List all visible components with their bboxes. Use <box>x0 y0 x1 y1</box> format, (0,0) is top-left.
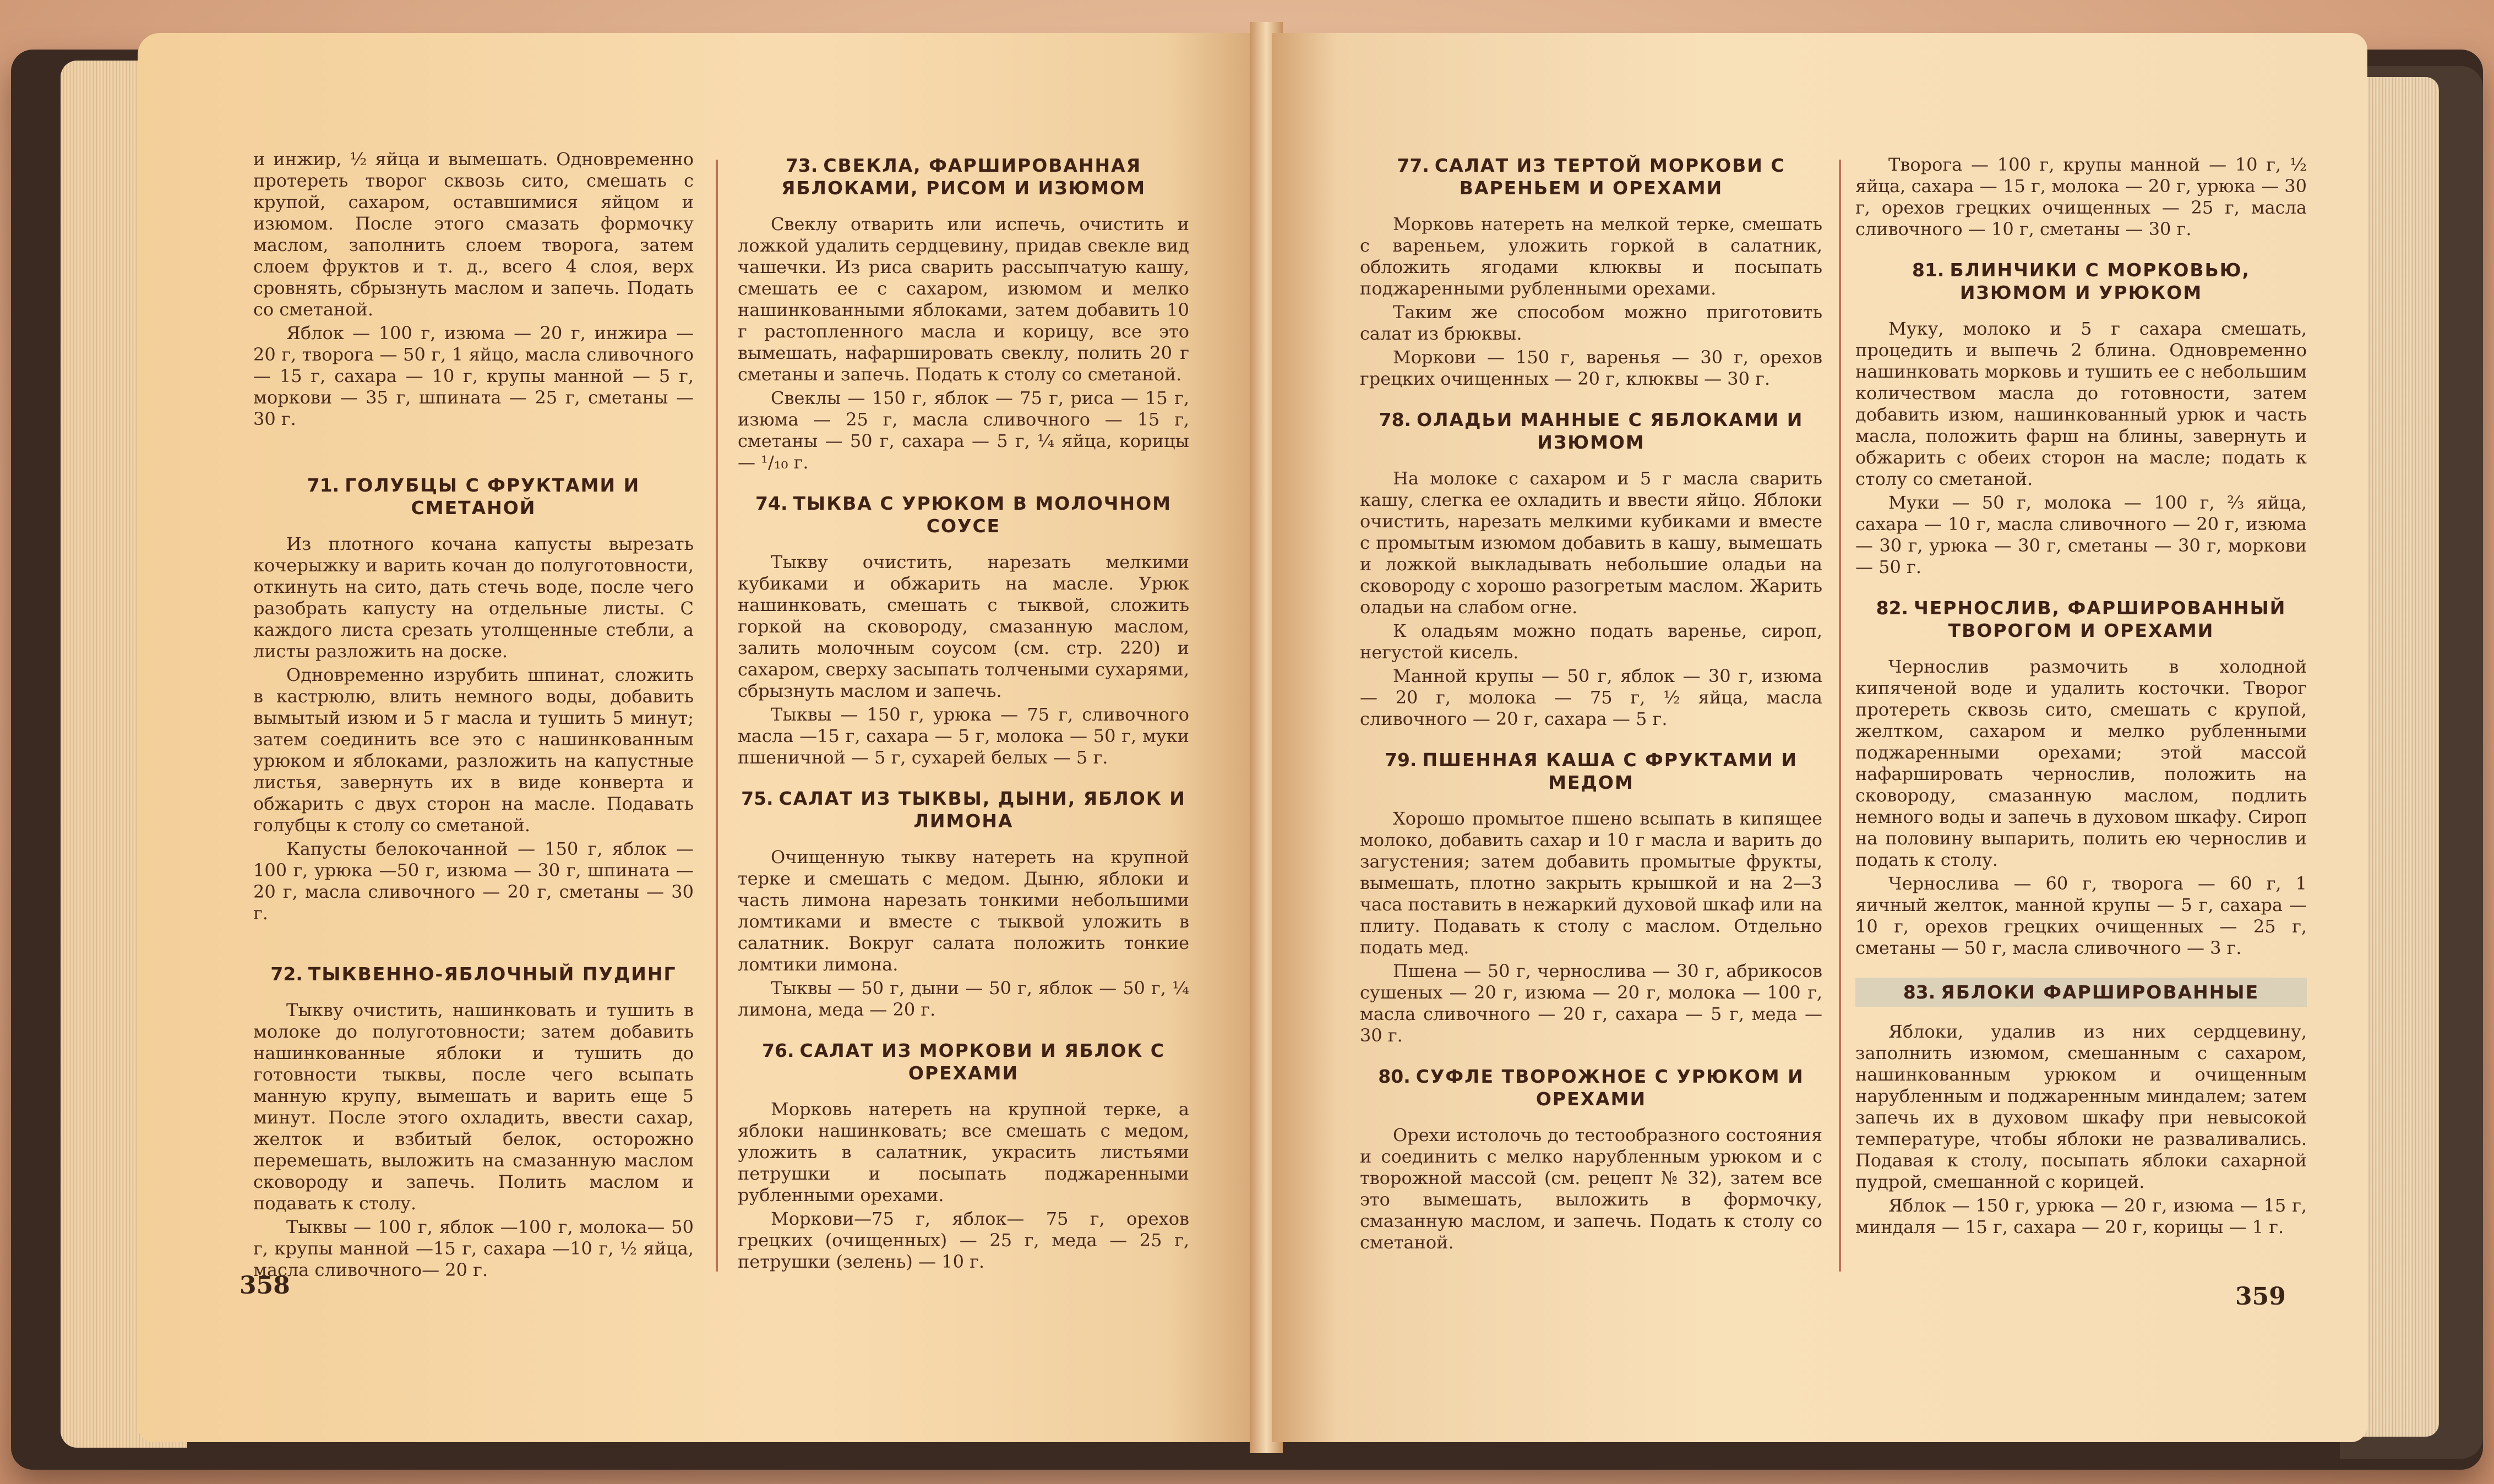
recipe-title-73 <box>738 154 1189 199</box>
paragraph: Орехи истолочь до тестообразного состояния и соединить с мелко нарубленным урюком и с творожной массой (см. рецепт № 32), затем все это вымешать, выложить в формочку, смазанную маслом, и запечь. Подать к столу со сметаной. <box>1360 1125 1822 1253</box>
paragraph: Яблоки, удалив из них сердцевину, заполнить изюмом, смешанным с сахаром, нашинкованным урюком и очищенным нарубленным и поджаренным миндалем; затем запечь их в духовом шкафу при невысокой температуре, чтобы яблоки не разваливались. Подавая к столу, посыпать яблоки сахарной пудрой, смешанной с корицей. <box>1855 1021 2307 1192</box>
recipe-heading: СУФЛЕ ТВОРОЖНОЕ С УРЮКОМ И ОРЕХАМИ <box>1415 1066 1804 1110</box>
ingredients: Творога — 100 г, крупы манной — 10 г, ½ яйца, сахара — 15 г, молока — 20 г, урюка — 30 г, орехов грецких очищенных — 25 г, масла сливочного — 10 г, сметаны — 30 г. <box>1855 154 2307 239</box>
recipe-title-78 <box>1360 408 1822 454</box>
left-page-column-1 <box>253 149 694 1294</box>
recipe-number: 74. <box>755 493 788 514</box>
recipe-heading: ТЫКВЕННО-ЯБЛОЧНЫЙ ПУДИНГ <box>308 963 677 985</box>
page-number-right: 359 <box>2235 1283 2286 1311</box>
recipe-number: 75. <box>741 788 774 809</box>
recipe-number: 82. <box>1876 597 1909 619</box>
page-number-left: 358 <box>239 1272 290 1300</box>
recipe-heading: ОЛАДЬИ МАННЫЕ С ЯБЛОКАМИ И ИЗЮМОМ <box>1417 409 1804 453</box>
recipe-title-72 <box>253 963 694 985</box>
paragraph: Таким же способом можно приготовить салат из брюквы. <box>1360 302 1822 344</box>
paragraph: На молоке с сахаром и 5 г масла сварить кашу, слегка ее охладить и ввести яйцо. Яблоки очистить, нарезать мелкими кубиками и вместе с промытым изюмом добавить в кашу, вымешать и ложкой выкладывать небольшие оладьи на сковороду с хорошо разогретым маслом. Жарить оладьи на слабом огне. <box>1360 468 1822 618</box>
ingredients: Капусты белокочанной — 150 г, яблок — 100 г, урюка —50 г, изюма — 30 г, шпината — 20 г, масла сливочного — 20 г, сметаны — 30 г. <box>253 838 694 924</box>
paragraph: Тыкву очистить, нарезать мелкими кубиками и обжарить на масле. Урюк нашинковать, смешать с тыквой, сложить горкой на сковороду, смазанную маслом, залить молочным соусом (см. стр. 220) и сахаром, сверху засыпать толчеными сухарями, сбрызнуть маслом и запечь. <box>738 552 1189 701</box>
recipe-heading: ПШЕННАЯ КАША С ФРУКТАМИ И МЕДОМ <box>1422 749 1798 793</box>
paragraph: Тыкву очистить, нашинковать и тушить в молоке до полуготовности; затем добавить нашинкованные яблоки и тушить до готовности тыквы, после чего всыпать манную крупу, вымешать и варить еще 5 минут. После этого охладить, ввести сахар, желток и взбитый белок, осторожно перемешать, выложить на смазанную маслом сковороду и запечь. Полить маслом и подавать к столу. <box>253 1000 694 1214</box>
paragraph: Очищенную тыкву натереть на крупной терке и смешать с медом. Дыню, яблоки и часть лимона нарезать тонкими небольшими ломтиками и вместе с тыквой уложить в салатник. Вокруг салата положить тонкие ломтики лимона. <box>738 847 1189 975</box>
recipe-title-76 <box>738 1039 1189 1084</box>
left-page-column-2 <box>738 127 1189 1294</box>
recipe-heading: САЛАТ ИЗ ТЕРТОЙ МОРКОВИ С ВАРЕНЬЕМ И ОРЕХАМИ <box>1434 155 1785 199</box>
paragraph: Морковь натереть на мелкой терке, смешать с вареньем, уложить горкой в салатник, обложить ягодами клюквы и посыпать поджаренными рубленными орехами. <box>1360 214 1822 299</box>
ingredients: Тыквы — 150 г, урюка — 75 г, сливочного масла —15 г, сахара — 5 г, молока — 50 г, муки пшеничной — 5 г, сухарей белых — 5 г. <box>738 704 1189 768</box>
recipe-number: 76. <box>762 1040 794 1061</box>
recipe-heading: БЛИНЧИКИ С МОРКОВЬЮ, ИЗЮМОМ И УРЮКОМ <box>1950 259 2251 303</box>
recipe-heading: СВЕКЛА, ФАРШИРОВАННАЯ ЯБЛОКАМИ, РИСОМ И ИЗЮМОМ <box>781 155 1146 199</box>
ingredients: Пшена — 50 г, чернослива — 30 г, абрикосов сушеных — 20 г, изюма — 20 г, молока — 100 г, масла сливочного — 20 г, сахара — 5 г, меда — 30 г. <box>1360 961 1822 1046</box>
recipe-title-81 <box>1855 259 2307 304</box>
recipe-number: 79. <box>1384 749 1417 771</box>
right-page <box>1272 33 2367 1442</box>
recipe-title-74 <box>738 492 1189 537</box>
ingredients: Муки — 50 г, молока — 100 г, ⅔ яйца, сахара — 10 г, масла сливочного — 20 г, изюма — 30 г, урюка — 30 г, сметаны — 30 г, моркови — 50 г. <box>1855 492 2307 577</box>
ingredients: Тыквы — 100 г, яблок —100 г, молока— 50 г, крупы манной —15 г, сахара —10 г, ½ яйца, масла сливочного— 20 г. <box>253 1216 694 1280</box>
recipe-title-83 <box>1855 978 2307 1007</box>
recipe-title-82 <box>1855 597 2307 642</box>
paragraph: Из плотного кочана капусты вырезать кочерыжку и варить кочан до полуготовности, откинуть на сито, дать стечь воде, после чего разобрать капусту на отдельные листы. С каждого листа срезать утолщенные стебли, а листы разложить на доске. <box>253 533 694 662</box>
recipe-heading: САЛАТ ИЗ МОРКОВИ И ЯБЛОК С ОРЕХАМИ <box>799 1040 1165 1084</box>
recipe-title-80 <box>1360 1065 1822 1110</box>
ingredients: Моркови — 150 г, варенья — 30 г, орехов грецких очищенных — 20 г, клюквы — 30 г. <box>1360 347 1822 389</box>
paragraph: Муку, молоко и 5 г сахара смешать, процедить и выпечь 2 блина. Одновременно нашинковать морковь и тушить ее с небольшим количеством масла до готовности, затем добавить изюм, нашинкованный урюк и часть масла, положить фарш на блины, завернуть и обжарить с обеих сторон на масле; подать к столу со сметаной. <box>1855 318 2307 489</box>
ingredients: Чернослива — 60 г, творога — 60 г, 1 яичный желток, манной крупы — 5 г, сахара — 10 г, орехов грецких очищенных — 25 г, сметаны — 50 г, масла сливочного — 3 г. <box>1855 873 2307 958</box>
ingredients: Яблок — 100 г, изюма — 20 г, инжира — 20 г, творога — 50 г, 1 яйцо, масла сливочного — 15 г, сахара — 10 г, крупы манной — 5 г, моркови — 35 г, шпината — 25 г, сметаны — 30 г. <box>253 323 694 429</box>
ingredients: Манной крупы — 50 г, яблок — 30 г, изюма — 20 г, молока — 75 г, ½ яйца, масла сливочного — 20 г, сахара — 5 г. <box>1360 665 1822 729</box>
paragraph: Хорошо промытое пшено всыпать в кипящее молоко, добавить сахар и 10 г масла и варить до загустения; затем добавить промытые фрукты, вымешать, плотно закрыть крышкой и на 2—3 часа поставить в нежаркий духовой шкаф или на плиту. Подавать к столу с маслом. Отдельно подать мед. <box>1360 808 1822 958</box>
recipe-number: 77. <box>1397 155 1429 176</box>
recipe-number: 81. <box>1912 259 1945 281</box>
recipe-number: 72. <box>270 963 303 985</box>
recipe-number: 73. <box>785 155 818 176</box>
left-page <box>138 33 1255 1442</box>
paragraph: и инжир, ½ яйца и вымешать. Одновременно протереть творог сквозь сито, смешать с крупой, сахаром, оставшимися яйцом и изюмом. После этого смазать формочку маслом, заполнить слоем творога, затем слоем фруктов и т. д., всего 4 слоя, верх сровнять, сбрызнуть маслом и запечь. Подать со сметаной. <box>253 149 694 320</box>
recipe-title-71 <box>253 474 694 519</box>
right-page-column-2 <box>1855 154 2307 1299</box>
paragraph: Одновременно изрубить шпинат, сложить в кастрюлю, влить немного воды, добавить вымытый изюм и 5 г масла и тушить 5 минут; затем соединить все это с нашинкованным урюком и яблоками, разложить на капустные листья, завернуть их в виде конверта и обжарить с двух сторон на масле. Подавать голубцы к столу со сметаной. <box>253 664 694 836</box>
paragraph: К оладьям можно подать варенье, сироп, негустой кисель. <box>1360 620 1822 663</box>
recipe-heading: ЯБЛОКИ ФАРШИРОВАННЫЕ <box>1941 981 2259 1003</box>
recipe-heading: ЧЕРНОСЛИВ, ФАРШИРОВАННЫЙ ТВОРОГОМ И ОРЕХАМИ <box>1914 597 2286 641</box>
recipe-title-77 <box>1360 154 1822 199</box>
recipe-heading: ГОЛУБЦЫ С ФРУКТАМИ И СМЕТАНОЙ <box>345 474 640 519</box>
ingredients: Тыквы — 50 г, дыни — 50 г, яблок — 50 г, ¼ лимона, меда — 20 г. <box>738 978 1189 1020</box>
recipe-number: 80. <box>1378 1066 1411 1087</box>
recipe-number: 83. <box>1903 981 1936 1003</box>
recipe-number: 71. <box>307 474 340 496</box>
paragraph: Чернослив размочить в холодной кипяченой воде и удалить косточки. Творог протереть сквозь сито, смешать с крупой, желтком, сахаром и мелко рубленными поджаренными орехами; этой массой нафаршировать чернослив, положить на сковороду, смазанную маслом, подлить немного воды и запечь в духовом шкафу. Сироп на половину выпарить, полить ею чернослив и подать к столу. <box>1855 656 2307 870</box>
paragraph: Свеклу отварить или испечь, очистить и ложкой удалить сердцевину, придав свекле вид чашечки. Из риса сварить рассыпчатую кашу, смешать ее с сахаром, изюмом и мелко нашинкованными яблоками, затем добавить 10 г растопленного масла и корицу, все это вымешать, нафаршировать свеклу, полить 20 г сметаны и запечь. Подать к столу со сметаной. <box>738 214 1189 385</box>
right-page-column-1 <box>1360 127 1822 1294</box>
recipe-number: 78. <box>1379 409 1412 430</box>
recipe-heading: ТЫКВА С УРЮКОМ В МОЛОЧНОМ СОУСЕ <box>793 493 1172 537</box>
column-divider <box>1839 160 1841 1272</box>
recipe-title-79 <box>1360 749 1822 794</box>
ingredients: Яблок — 150 г, урюка — 20 г, изюма — 15 г, миндаля — 15 г, сахара — 20 г, корицы — 1 г. <box>1855 1195 2307 1237</box>
recipe-heading: САЛАТ ИЗ ТЫКВЫ, ДЫНИ, ЯБЛОК И ЛИМОНА <box>778 788 1186 832</box>
recipe-title-75 <box>738 787 1189 832</box>
paragraph: Морковь натереть на крупной терке, а яблоки нашинковать; все смешать с медом, уложить в салатник, украсить листьями петрушки и посыпать поджаренными рубленными орехами. <box>738 1099 1189 1205</box>
column-divider <box>716 160 718 1272</box>
ingredients: Моркови—75 г, яблок— 75 г, орехов грецких (очищенных) — 25 г, меда — 25 г, петрушки (зелень) — 10 г. <box>738 1208 1189 1272</box>
ingredients: Свеклы — 150 г, яблок — 75 г, риса — 15 г, изюма — 25 г, масла сливочного — 15 г, сметаны — 50 г, сахара — 5 г, ¼ яйца, корицы — ¹/₁₀ г. <box>738 388 1189 473</box>
